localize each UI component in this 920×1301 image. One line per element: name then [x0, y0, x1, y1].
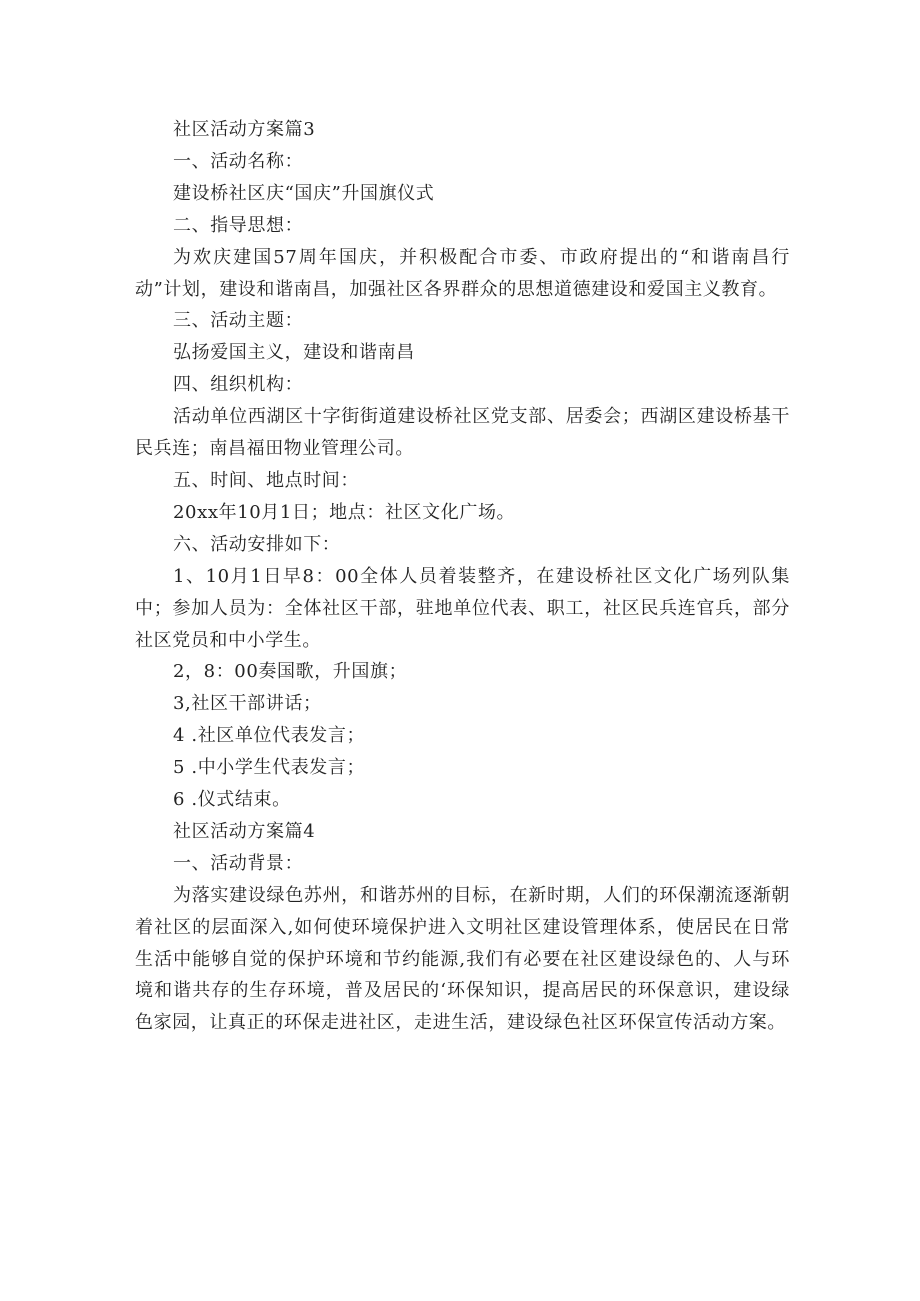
list-item: 2，8：00奏国歌，升国旗； [173, 661, 408, 683]
subheading: 一、活动背景： [173, 852, 304, 874]
paragraph: 弘扬爱国主义，建设和谐南昌 [173, 342, 415, 364]
subheading: 三、活动主题： [173, 310, 304, 332]
list-item: 1、10月1日早8：00全体人员着装整齐，在建设桥社区文化广场列队集中；参加人员为：全体社区干部，驻地单位代表、职工，社区民兵连官兵，部分社区党员和中小学生。 [135, 565, 790, 651]
paragraph: 为欢庆建国57周年国庆，并积极配合市委、市政府提出的“和谐南昌行动”计划，建设和谐南昌，加强社区各界群众的思想道德建设和爱国主义教育。 [135, 246, 790, 300]
list-item: 6 .仪式结束。 [173, 789, 291, 811]
list-item: 4 .社区单位代表发言； [173, 725, 366, 747]
paragraph: 20xx年10月1日；地点：社区文化广场。 [173, 501, 516, 523]
paragraph: 为落实建设绿色苏州，和谐苏州的目标，在新时期，人们的环保潮流逐渐朝着社区的层面深入,如何使环境保护进入文明社区建设管理体系，使居民在日常生活中能够自觉的保护环境和节约能源,我们有必要在社区建设绿色的、人与环境和谐共存的生存环境，普及居民的‘环保知识，提高居民的环保意识，建设绿色家园，让真正的环保走进社区，走进生活，建设绿色社区环保宣传活动方案。 [135, 884, 790, 1034]
paragraph: 建设桥社区庆“国庆”升国旗仪式 [173, 182, 435, 204]
paragraph: 活动单位西湖区十字街街道建设桥社区党支部、居委会；西湖区建设桥基干民兵连；南昌福田物业管理公司。 [135, 406, 790, 460]
document-body [135, 114, 790, 1039]
list-item: 5 .中小学生代表发言； [173, 757, 366, 779]
subheading: 一、活动名称： [173, 150, 304, 172]
section-heading: 社区活动方案篇4 [173, 820, 316, 842]
subheading: 四、组织机构： [173, 374, 304, 396]
subheading: 五、时间、地点时间： [173, 469, 359, 491]
section-heading: 社区活动方案篇3 [173, 119, 316, 140]
subheading: 二、指导思想： [173, 214, 304, 236]
list-item: 3,社区干部讲话； [173, 693, 322, 715]
subheading: 六、活动安排如下： [173, 533, 341, 555]
